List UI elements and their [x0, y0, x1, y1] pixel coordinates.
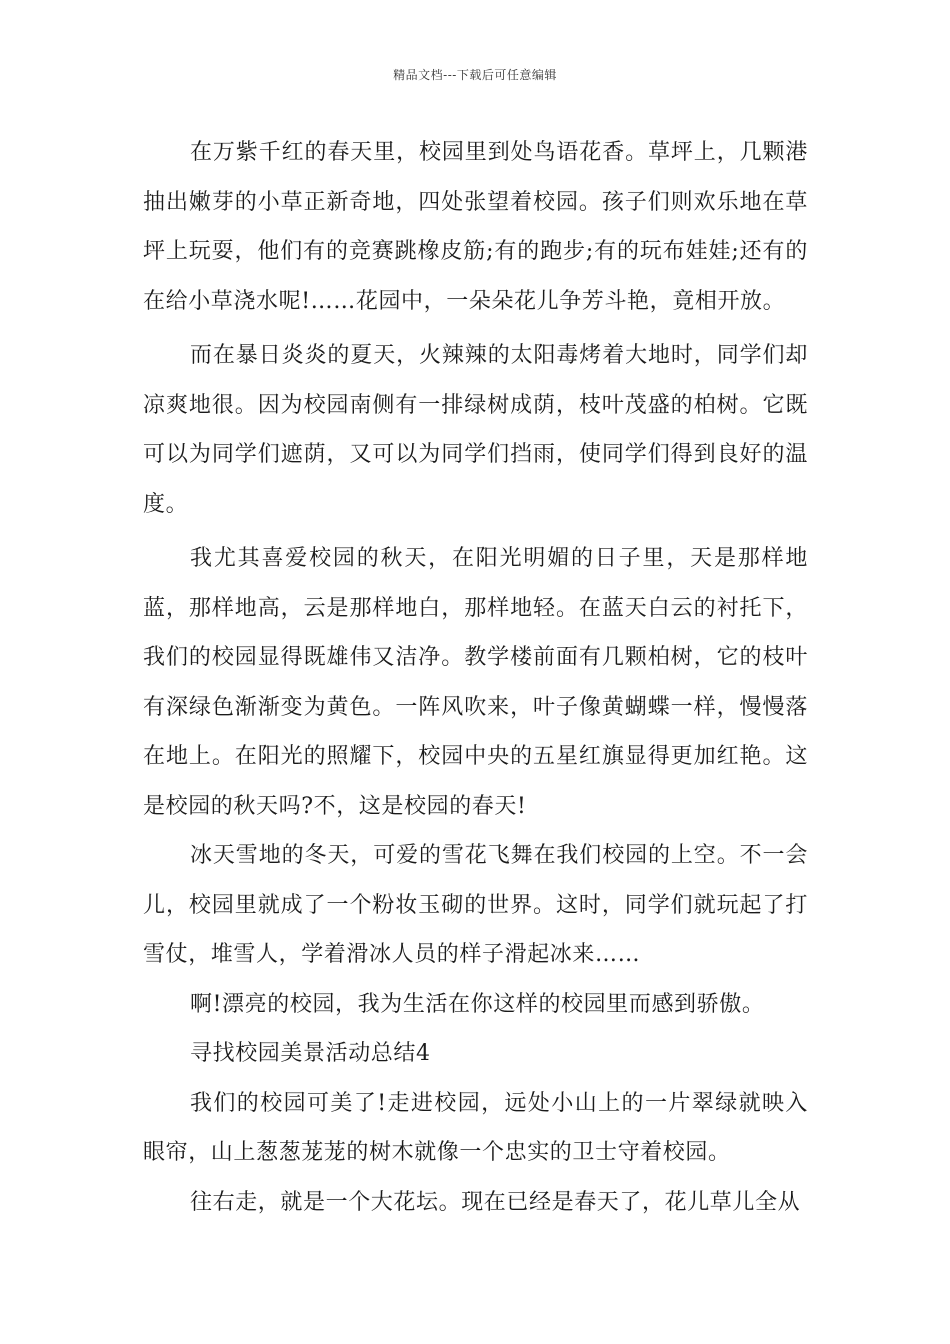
paragraph-flowerbed: 往右走，就是一个大花坛。现在已经是春天了，花儿草儿全从	[190, 1189, 801, 1215]
page-header: 精品文档---下载后可任意编辑	[393, 68, 557, 82]
document-body	[143, 128, 808, 1227]
section-title: 寻找校园美景活动总结4	[190, 1041, 431, 1066]
paragraph-summer: 而在暴日炎炎的夏天，火辣辣的太阳毒烤着大地时，同学们却凉爽地很。因为校园南侧有一排绿树成荫，枝叶茂盛的柏树。它既可以为同学们遮荫，又可以为同学们挡雨，使同学们得到良好的温度。	[143, 343, 808, 517]
paragraph-autumn: 我尤其喜爱校园的秋天，在阳光明媚的日子里，天是那样地蓝，那样地高，云是那样地白，那样地轻。在蓝天白云的衬托下，我们的校园显得既雄伟又洁净。教学楼前面有几颗柏树，它的枝叶有深绿色渐渐变为黄色。一阵风吹来，叶子像黄蝴蝶一样，慢慢落在地上。在阳光的照耀下，校园中央的五星红旗显得更加红艳。这是校园的秋天吗?不，这是校园的春天!	[143, 546, 808, 819]
paragraph-conclusion: 啊!漂亮的校园，我为生活在你这样的校园里而感到骄傲。	[190, 991, 765, 1017]
paragraph-spring: 在万紫千红的春天里，校园里到处鸟语花香。草坪上，几颗港抽出嫩芽的小草正新奇地，四处张望着校园。孩子们则欢乐地在草坪上玩耍，他们有的竞赛跳橡皮筋;有的跑步;有的玩布娃娃;还有的在给小草浇水呢!……花园中，一朵朵花儿争芳斗艳，竟相开放。	[143, 140, 808, 314]
paragraph-intro: 我们的校园可美了!走进校园，远处小山上的一片翠绿就映入眼帘，山上葱葱茏茏的树木就像一个忠实的卫士守着校园。	[143, 1090, 808, 1165]
paragraph-winter: 冰天雪地的冬天，可爱的雪花飞舞在我们校园的上空。不一会儿，校园里就成了一个粉妆玉砌的世界。这时，同学们就玩起了打雪仗，堆雪人，学着滑冰人员的样子滑起冰来……	[143, 843, 808, 967]
